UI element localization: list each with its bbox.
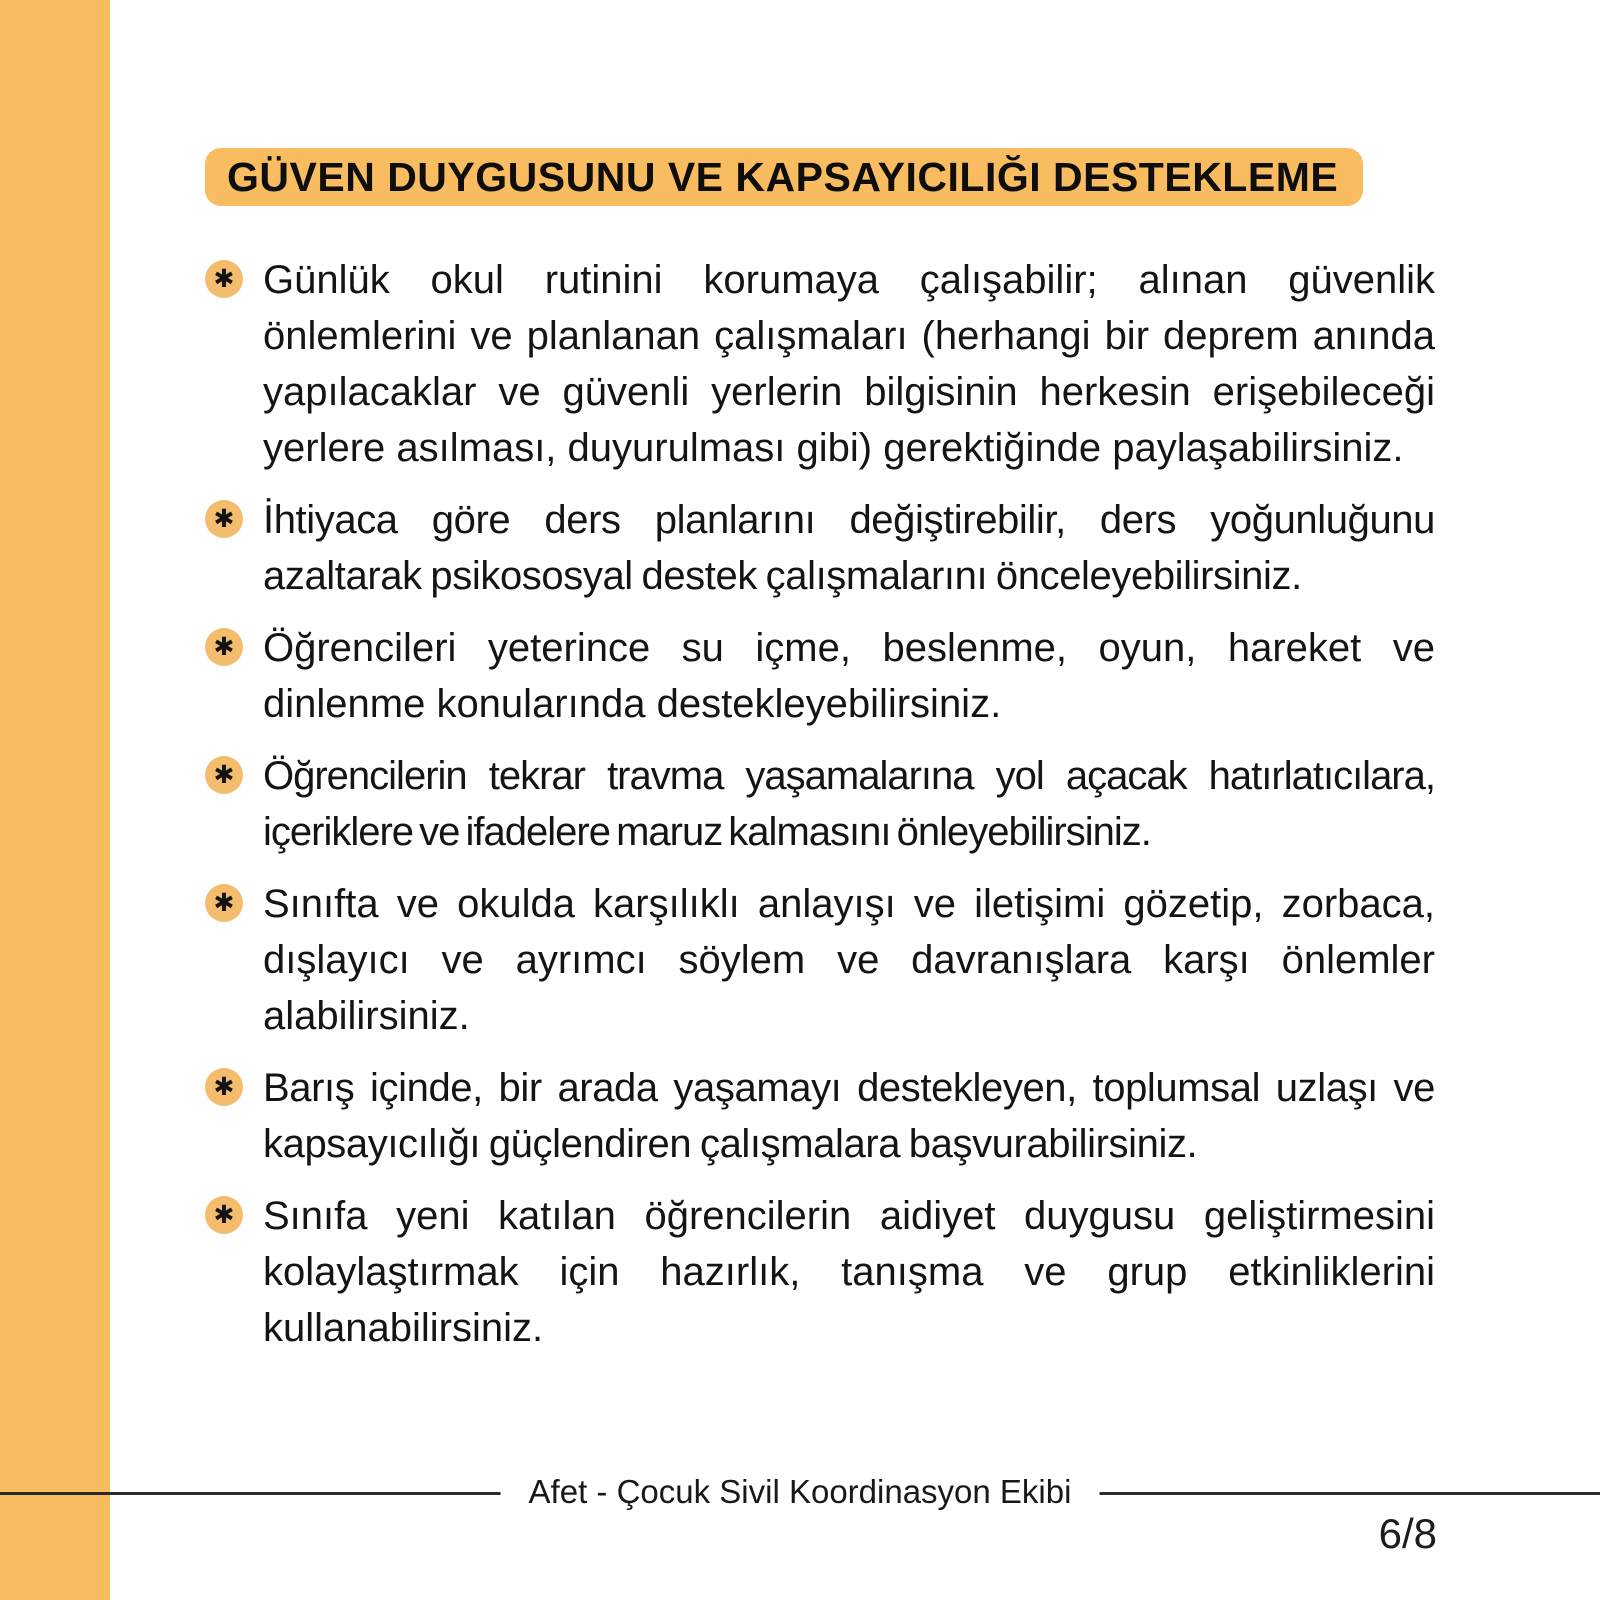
footer-team-name: Afet - Çocuk Sivil Koordinasyon Ekibi [501, 1467, 1100, 1517]
asterisk-bullet-icon: ✱ [205, 884, 243, 922]
page-number: 6/8 [1378, 1510, 1437, 1557]
bullet-text: İhtiyaca göre ders planlarını değiştirebilir, ders yoğunluğunu azaltarak psikososyal destek çalışmalarını önceleyebilirsiniz. [263, 498, 1435, 598]
bullet-text: Günlük okul rutinini korumaya çalışabilir; alınan güvenlik önlemlerini ve planlanan çalışmaları (herhangi bir deprem anında yapılacaklar ve güvenli yerlerin bilgisinin herkesin erişebileceği yerlere asılması, duyurulması gibi) gerektiğinde paylaşabilirsiniz. [263, 258, 1435, 470]
section-title-badge [205, 148, 1363, 206]
bullet-text: Öğrencilerin tekrar travma yaşamalarına yol açacak hatırlatıcılara, içeriklere ve ifadelere maruz kalmasını önleyebilirsiniz. [263, 754, 1435, 854]
list-item [205, 748, 1435, 860]
list-item [205, 876, 1435, 1044]
asterisk-bullet-icon: ✱ [205, 1068, 243, 1106]
bullet-text: Sınıfta ve okulda karşılıklı anlayışı ve iletişimi gözetip, zorbaca, dışlayıcı ve ayrımcı söylem ve davranışlara karşı önlemler alabilirsiniz. [263, 882, 1435, 1038]
asterisk-bullet-icon: ✱ [205, 628, 243, 666]
asterisk-bullet-icon: ✱ [205, 756, 243, 794]
asterisk-bullet-icon: ✱ [205, 1196, 243, 1234]
bullet-text: Barış içinde, bir arada yaşamayı destekleyen, toplumsal uzlaşı ve kapsayıcılığı güçlendiren çalışmalara başvurabilirsiniz. [263, 1066, 1435, 1166]
bullet-list [205, 252, 1435, 1356]
asterisk-bullet-icon: ✱ [205, 260, 243, 298]
list-item [205, 1060, 1435, 1172]
list-item [205, 1188, 1435, 1356]
asterisk-bullet-icon: ✱ [205, 500, 243, 538]
left-accent-bar [0, 0, 110, 1600]
bullet-text: Sınıfa yeni katılan öğrencilerin aidiyet duygusu geliştirmesini kolaylaştırmak için hazırlık, tanışma ve grup etkinliklerini kullanabilirsiniz. [263, 1194, 1435, 1350]
list-item [205, 252, 1435, 476]
page-title: GÜVEN DUYGUSUNU VE KAPSAYICILIĞI DESTEKLEME [227, 153, 1339, 200]
slide-content [205, 148, 1435, 1372]
list-item [205, 492, 1435, 604]
bullet-text: Öğrencileri yeterince su içme, beslenme, oyun, hareket ve dinlenme konularında destekleyebilirsiniz. [263, 626, 1435, 726]
list-item [205, 620, 1435, 732]
